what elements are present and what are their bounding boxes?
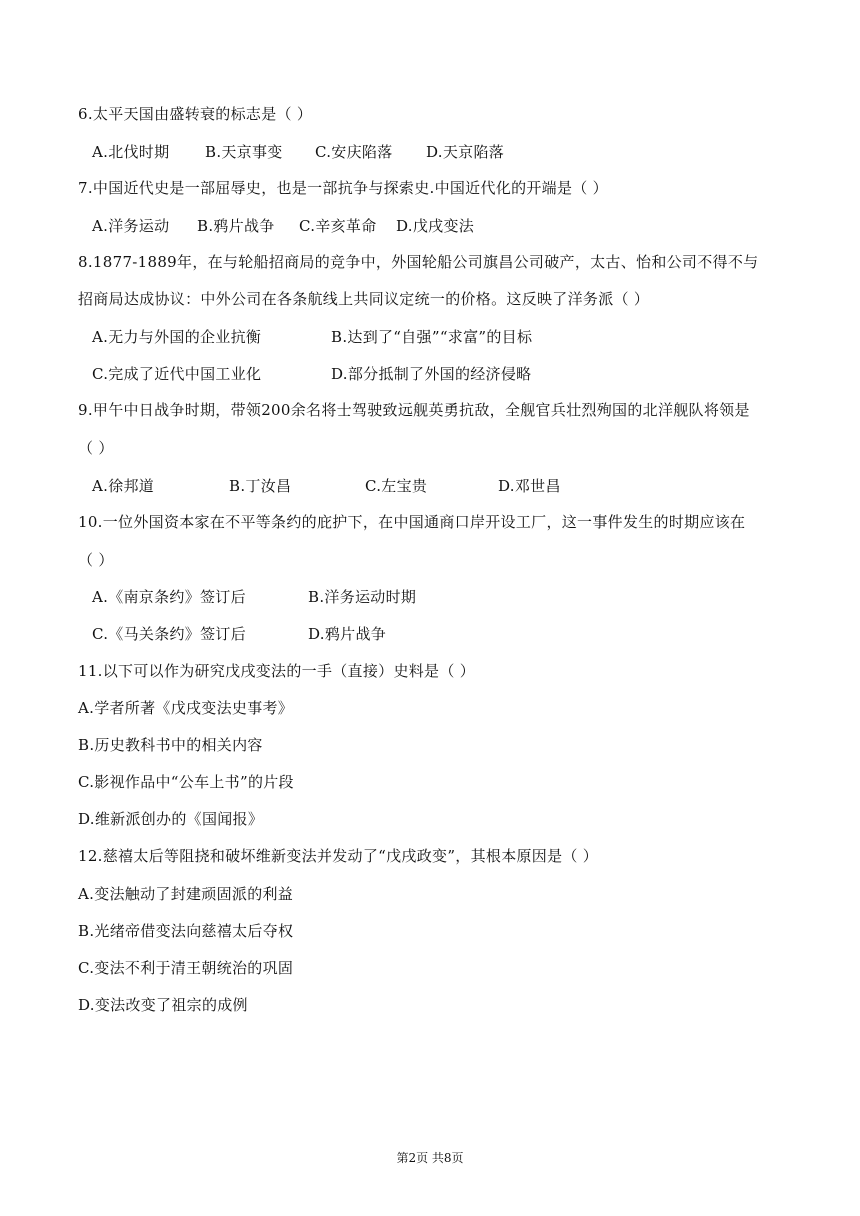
- question-8-option-b: B.达到了“自强”“求富”的目标: [331, 328, 533, 346]
- question-6-option-c: C.安庆陷落: [315, 143, 393, 161]
- question-10-option-b: B.洋务运动时期: [308, 588, 417, 606]
- question-11-option-a: A.学者所著《戊戌变法史事考》: [78, 699, 294, 717]
- question-7-stem: 7.中国近代史是一部屈辱史，也是一部抗争与探索史.中国近代化的开端是（ ）: [78, 179, 608, 197]
- question-10-stem-line-1: 10.一位外国资本家在不平等条约的庇护下，在中国通商口岸开设工厂，这一事件发生的时期应该在: [78, 513, 746, 531]
- question-7-option-d: D.戊戌变法: [396, 217, 475, 235]
- question-6-option-d: D.天京陷落: [426, 143, 505, 161]
- question-8-stem-line-2: 招商局达成协议：中外公司在各条航线上共同议定统一的价格。这反映了洋务派（ ）: [78, 290, 650, 308]
- question-8-option-c: C.完成了近代中国工业化: [92, 365, 262, 383]
- question-12-option-d: D.变法改变了祖宗的成例: [78, 996, 248, 1014]
- question-7-option-a: A.洋务运动: [92, 217, 170, 235]
- question-10-option-c: C.《马关条约》签订后: [92, 625, 247, 643]
- question-11-option-d: D.维新派创办的《国闻报》: [78, 810, 264, 828]
- question-9-option-b: B.丁汝昌: [229, 477, 292, 495]
- question-9-option-c: C.左宝贵: [365, 477, 428, 495]
- question-9-stem-line-1: 9.甲午中日战争时期，带领200余名将士驾驶致远舰英勇抗敌，全舰官兵壮烈殉国的北洋舰队将领是: [78, 401, 750, 419]
- question-6-stem: 6.太平天国由盛转衰的标志是（ ）: [78, 105, 313, 123]
- question-8-option-d: D.部分抵制了外国的经济侵略: [331, 365, 532, 383]
- question-9-option-d: D.邓世昌: [498, 477, 561, 495]
- question-11-stem: 11.以下可以作为研究戊戌变法的一手（直接）史料是（ ）: [78, 662, 476, 680]
- question-7-option-b: B.鸦片战争: [197, 217, 275, 235]
- question-8-option-a: A.无力与外国的企业抗衡: [92, 328, 262, 346]
- question-6-option-b: B.天京事变: [205, 143, 283, 161]
- question-9-stem-line-2: （ ）: [78, 439, 114, 457]
- question-10-option-d: D.鸦片战争: [308, 625, 387, 643]
- question-12-option-a: A.变法触动了封建顽固派的利益: [78, 885, 294, 903]
- question-9-option-a: A.徐邦道: [92, 477, 155, 495]
- question-8-stem-line-1: 8.1877-1889年，在与轮船招商局的竞争中，外国轮船公司旗昌公司破产，太古、怡和公司不得不与: [78, 253, 759, 271]
- question-11-option-b: B.历史教科书中的相关内容: [78, 736, 263, 754]
- question-10-stem-line-2: （ ）: [78, 551, 114, 569]
- page-number-footer: 第2页 共8页: [396, 1151, 464, 1165]
- question-7-option-c: C.辛亥革命: [299, 217, 377, 235]
- question-12-option-b: B.光绪帝借变法向慈禧太后夺权: [78, 922, 294, 940]
- question-12-stem: 12.慈禧太后等阻挠和破坏维新变法并发动了“戊戌政变”，其根本原因是（ ）: [78, 847, 599, 865]
- question-12-option-c: C.变法不利于清王朝统治的巩固: [78, 959, 294, 977]
- question-10-option-a: A.《南京条约》签订后: [92, 588, 246, 606]
- question-11-option-c: C.影视作品中“公车上书”的片段: [78, 773, 294, 791]
- question-6-option-a: A.北伐时期: [92, 143, 170, 161]
